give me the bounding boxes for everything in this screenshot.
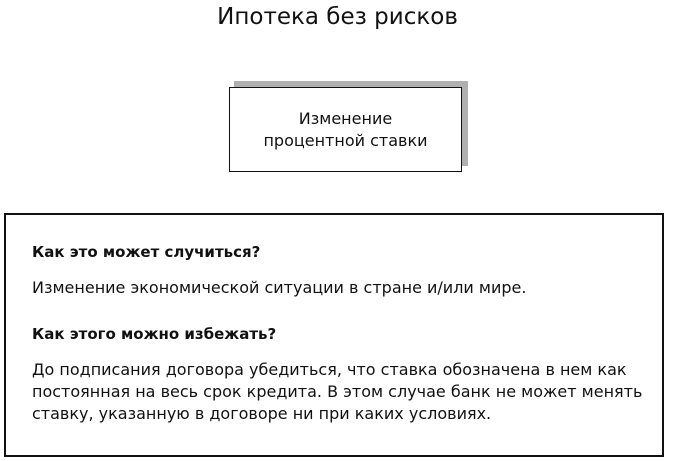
info-box [4, 213, 664, 457]
question-1: Как это может случиться? [32, 243, 261, 261]
topic-line-2: процентной ставки [263, 130, 428, 150]
answer-2 [32, 359, 652, 425]
answer-2-line: До подписания договора убедиться, что ставка обозначена в нем как [32, 360, 627, 379]
topic-box [229, 87, 462, 172]
topic-line-1: Изменение [298, 108, 393, 128]
question-2: Как этого можно избежать? [32, 325, 277, 343]
answer-2-line: ставку, указанную в договоре ни при каких условиях. [32, 404, 492, 423]
answer-1: Изменение экономической ситуации в стране и/или мире. [32, 278, 527, 297]
page-title: Ипотека без рисков [217, 4, 458, 30]
answer-2-line: постоянная на весь срок кредита. В этом случае банк не может менять [32, 382, 643, 401]
